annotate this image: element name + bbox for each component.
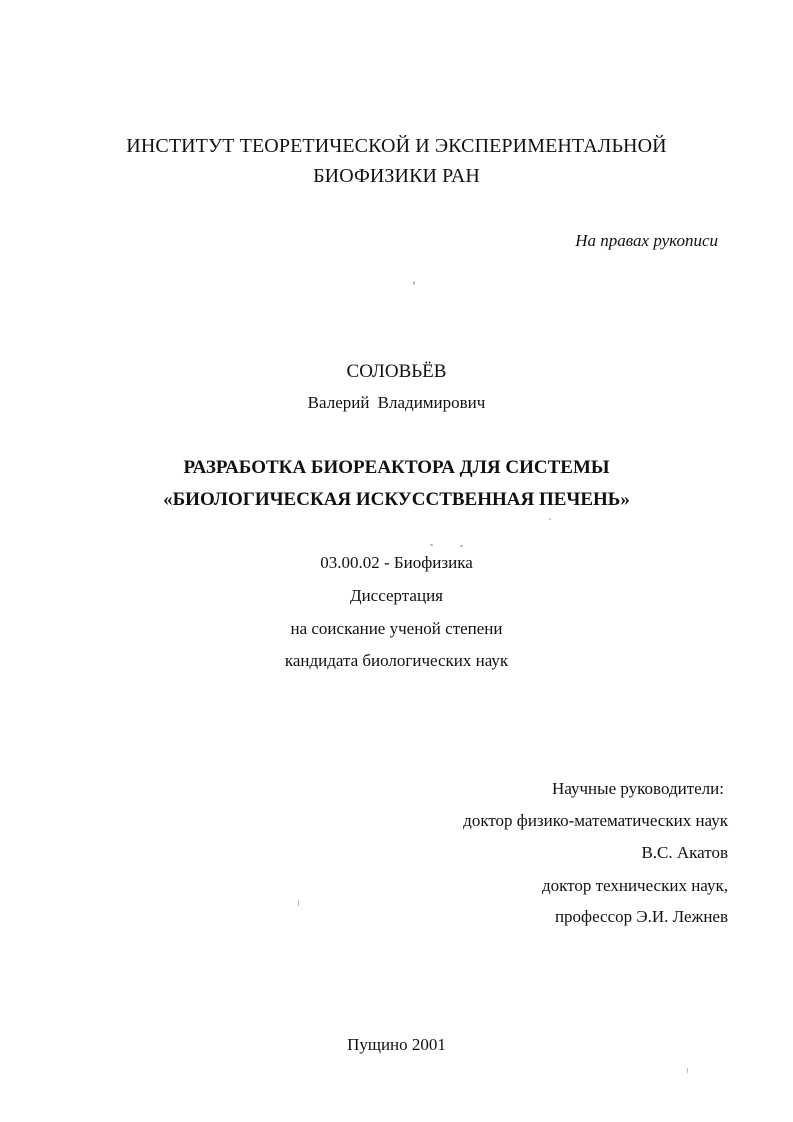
manuscript-rights-note: На правах рукописи xyxy=(575,231,718,250)
place-and-year: Пущино 2001 xyxy=(347,1035,446,1054)
thesis-title-line-1: РАЗРАБОТКА БИОРЕАКТОРА ДЛЯ СИСТЕМЫ xyxy=(183,457,610,478)
supervisor-2-name: профессор Э.И. Лежнев xyxy=(554,907,728,926)
thesis-purpose: на соискание ученой степени xyxy=(290,619,503,638)
supervisors-heading: Научные руководители: xyxy=(552,779,724,798)
thesis-specialty: 03.00.02 - Биофизика xyxy=(320,553,473,572)
supervisor-2-title: доктор технических наук, xyxy=(541,876,728,895)
institute-name-line-2: БИОФИЗИКИ РАН xyxy=(313,165,480,187)
scan-speck xyxy=(460,545,463,547)
scan-speck xyxy=(298,900,299,906)
thesis-type: Диссертация xyxy=(349,586,443,605)
thesis-title-line-2: «БИОЛОГИЧЕСКАЯ ИСКУССТВЕННАЯ ПЕЧЕНЬ» xyxy=(163,489,630,510)
supervisor-1-name: В.С. Акатов xyxy=(641,843,728,862)
thesis-degree: кандидата биологических наук xyxy=(284,651,509,670)
supervisor-1-title: доктор физико-математических наук xyxy=(463,811,728,830)
scan-speck xyxy=(549,518,551,520)
author-surname: СОЛОВЬЁВ xyxy=(346,361,447,382)
author-given-names: Валерий Владимирович xyxy=(307,393,486,412)
scan-speck xyxy=(413,281,415,285)
institute-name-line-1: ИНСТИТУТ ТЕОРЕТИЧЕСКОЙ И ЭКСПЕРИМЕНТАЛЬНОЙ xyxy=(126,135,667,157)
scan-speck xyxy=(687,1068,688,1073)
scan-speck xyxy=(430,544,433,546)
